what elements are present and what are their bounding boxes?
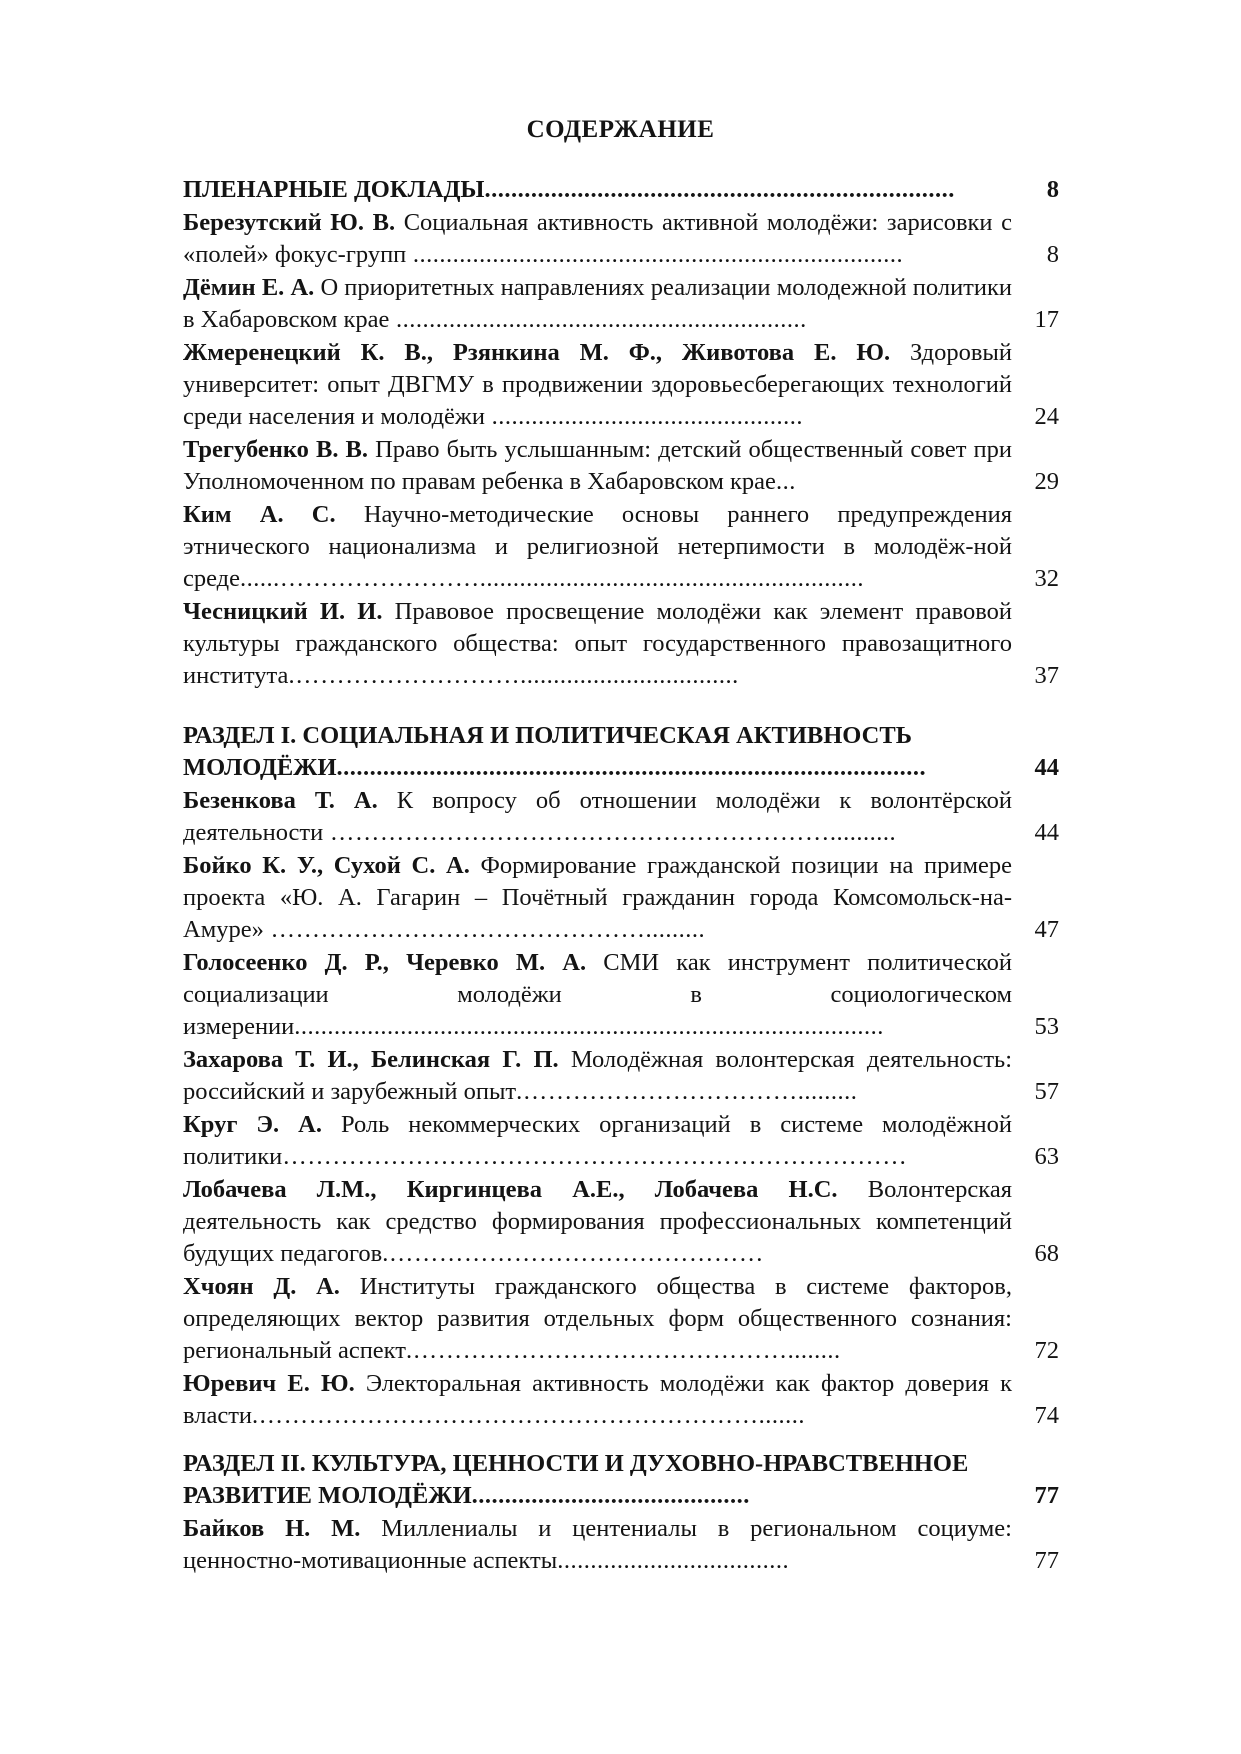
section-heading[interactable]: РАЗДЕЛ II. КУЛЬТУРА, ЦЕННОСТИ И ДУХОВНО-НРАВСТВЕННОЕ РАЗВИТИЕ МОЛОДЁЖИ.......................................... 77 [183, 1448, 1059, 1512]
entry-authors: Хчоян Д. А. [183, 1273, 340, 1300]
section-heading[interactable]: ПЛЕНАРНЫЕ ДОКЛАДЫ....................................................................... 8 [183, 174, 1059, 206]
entry-title: СМИ как инструмент политической социализации молодёжи в социологическом измерении [183, 949, 1012, 1040]
toc-entry[interactable]: Бойко К. У., Сухой С. А. Формирование гражданской позиции на примере проекта «Ю. А. Гагарин – Почётный гражданин города Комсомольск-на-Амуре» ………………………………………......... 47 [183, 850, 1059, 946]
entry-authors: Безенкова Т. А. [183, 787, 378, 814]
section-heading-text: РАЗДЕЛ I. СОЦИАЛЬНАЯ И ПОЛИТИЧЕСКАЯ АКТИВНОСТЬ МОЛОДЁЖИ [183, 722, 912, 781]
entry-title: Социальная активность активной молодёжи: зарисовки с «полей» фокус-групп [183, 209, 1013, 268]
toc-entry[interactable]: Юревич Е. Ю. Электоральная активность молодёжи как фактор доверия к власти.……………………………………………………....... 74 [183, 1368, 1059, 1432]
toc-entry[interactable]: Голосеенко Д. Р., Черевко М. А. СМИ как инструмент политической социализации молодёжи в социологическом измерении......................................................................................... 53 [183, 947, 1059, 1043]
entry-title: Молодёжная волонтерская деятельность: российский и зарубежный опыт [183, 1046, 1013, 1105]
page-number: 53 [1034, 1013, 1059, 1040]
entry-title: О приоритетных направлениях реализации молодежной политики в Хабаровском крае [183, 274, 1013, 333]
toc-entry[interactable]: Трегубенко В. В. Право быть услышанным: детский общественный совет при Уполномоченном по правам ребенка в Хабаровском крае... 29 [183, 434, 1059, 498]
entry-title: Право быть услышанным: детский общественный совет при Уполномоченном по правам ребенка в Хабаровском крае [183, 436, 1013, 495]
page-number: 44 [1034, 819, 1059, 846]
entry-authors: Дёмин Е. А. [183, 274, 315, 301]
page-number: 63 [1034, 1143, 1059, 1170]
toc-entry[interactable]: Жмеренецкий К. В., Рзянкина М. Ф., Животова Е. Ю. Здоровый университет: опыт ДВГМУ в продвижении здоровьесберегающих технологий среди населения и молодёжи ............................................... 24 [183, 337, 1059, 433]
entry-title: Научно-методические основы раннего предупреждения этнического национализма и религиозной нетерпимости в молодёж-ной среде [183, 501, 1012, 592]
toc-entry[interactable]: Березутский Ю. В. Социальная активность активной молодёжи: зарисовки с «полей» фокус-групп .......................................................................... 8 [183, 207, 1059, 271]
entry-title: Миллениалы и центениалы в региональном социуме: ценностно-мотивационные аспекты [183, 1515, 1012, 1574]
toc-entry[interactable]: Безенкова Т. А. К вопросу об отношении молодёжи к волонтёрской деятельности …………………………………………………….......... 44 [183, 785, 1059, 849]
table-of-contents [183, 174, 1059, 1578]
entry-authors: Голосеенко Д. Р., Черевко М. А. [183, 949, 587, 976]
page-number: 44 [1034, 754, 1059, 781]
toc-entry[interactable]: Захарова Т. И., Белинская Г. П. Молодёжная волонтерская деятельность: российский и зарубежный опыт.……………………………......... 57 [183, 1044, 1059, 1108]
page-number: 77 [1034, 1547, 1059, 1574]
section-heading-text: ПЛЕНАРНЫЕ ДОКЛАДЫ [183, 176, 485, 203]
entry-title: Правовое просвещение молодёжи как элемент правовой культуры гражданского общества: опыт государственного правозащитного института [183, 598, 1013, 689]
toc-entry[interactable]: Круг Э. А. Роль некоммерческих организаций в системе молодёжной политики………………………………………………………………… 63 [183, 1109, 1059, 1173]
entry-authors: Юревич Е. Ю. [183, 1370, 355, 1397]
entry-title: Волонтерская деятельность как средство формирования профессиональных компетенций будущих педагогов [183, 1176, 1012, 1267]
page-number: 8 [1046, 241, 1059, 268]
page-number: 8 [1046, 176, 1059, 203]
entry-authors: Байков Н. М. [183, 1515, 361, 1542]
page-number: 74 [1034, 1402, 1059, 1429]
entry-title: Здоровый университет: опыт ДВГМУ в продвижении здоровьесберегающих технологий среди населения и молодёжи [183, 339, 1013, 430]
entry-title: Институты гражданского общества в системе факторов, определяющих вектор развития отдельных форм общественного сознания: региональный аспект [183, 1273, 1012, 1364]
toc-entry[interactable]: Дёмин Е. А. О приоритетных направлениях реализации молодежной политики в Хабаровском крае .............................................................. 17 [183, 272, 1059, 336]
entry-authors: Жмеренецкий К. В., Рзянкина М. Ф., Животова Е. Ю. [183, 339, 891, 366]
entry-authors: Бойко К. У., Сухой С. А. [183, 852, 470, 879]
toc-entry[interactable]: Байков Н. М. Миллениалы и центениалы в региональном социуме: ценностно-мотивационные аспекты................................... 77 [183, 1513, 1059, 1577]
entry-authors: Круг Э. А. [183, 1111, 322, 1138]
entry-authors: Ким А. С. [183, 501, 336, 528]
page-number: 77 [1034, 1482, 1059, 1509]
page-number: 32 [1034, 565, 1059, 592]
entry-authors: Чесницкий И. И. [183, 598, 383, 625]
section-heading-text: РАЗДЕЛ II. КУЛЬТУРА, ЦЕННОСТИ И ДУХОВНО-НРАВСТВЕННОЕ РАЗВИТИЕ МОЛОДЁЖИ [183, 1450, 969, 1509]
page-number: 24 [1034, 403, 1059, 430]
page-title: СОДЕРЖАНИЕ [526, 116, 715, 143]
page-number: 37 [1034, 662, 1059, 689]
entry-authors: Трегубенко В. В. [183, 436, 368, 463]
entry-title: Формирование гражданской позиции на примере проекта «Ю. А. Гагарин – Почётный гражданин города Комсомольск-на-Амуре» [183, 852, 1013, 943]
entry-title: Электоральная активность молодёжи как фактор доверия к власти [183, 1370, 1013, 1429]
entry-authors: Захарова Т. И., Белинская Г. П. [183, 1046, 559, 1073]
entry-authors: Лобачева Л.М., Киргинцева А.Е., Лобачева Н.С. [183, 1176, 838, 1203]
page-number: 68 [1034, 1240, 1059, 1267]
page-number: 57 [1034, 1078, 1059, 1105]
page-number: 72 [1034, 1337, 1059, 1364]
entry-title: К вопросу об отношении молодёжи к волонтёрской деятельности [183, 787, 1012, 846]
entry-authors: Березутский Ю. В. [183, 209, 396, 236]
section-heading[interactable]: РАЗДЕЛ I. СОЦИАЛЬНАЯ И ПОЛИТИЧЕСКАЯ АКТИВНОСТЬ МОЛОДЁЖИ......................................................................................... 44 [183, 720, 1059, 784]
entry-title: Роль некоммерческих организаций в системе молодёжной политики [183, 1111, 1012, 1170]
toc-entry[interactable]: Хчоян Д. А. Институты гражданского общества в системе факторов, определяющих вектор развития отдельных форм общественного сознания: региональный аспект.………………………………………........ 72 [183, 1271, 1059, 1367]
toc-entry[interactable]: Лобачева Л.М., Киргинцева А.Е., Лобачева Н.С. Волонтерская деятельность как средство формирования профессиональных компетенций будущих педагогов.……………………………………… 68 [183, 1174, 1059, 1270]
toc-entry[interactable]: Ким А. С. Научно-методические основы раннего предупреждения этнического национализма и религиозной нетерпимости в молодёж-ной среде......…………………….......................................................... 32 [183, 499, 1059, 595]
page-number: 47 [1034, 916, 1059, 943]
page-number: 17 [1034, 306, 1059, 333]
toc-entry[interactable]: Чесницкий И. И. Правовое просвещение молодёжи как элемент правовой культуры гражданского общества: опыт государственного правозащитного института.………………………................................. 37 [183, 596, 1059, 692]
page-number: 29 [1034, 468, 1059, 495]
